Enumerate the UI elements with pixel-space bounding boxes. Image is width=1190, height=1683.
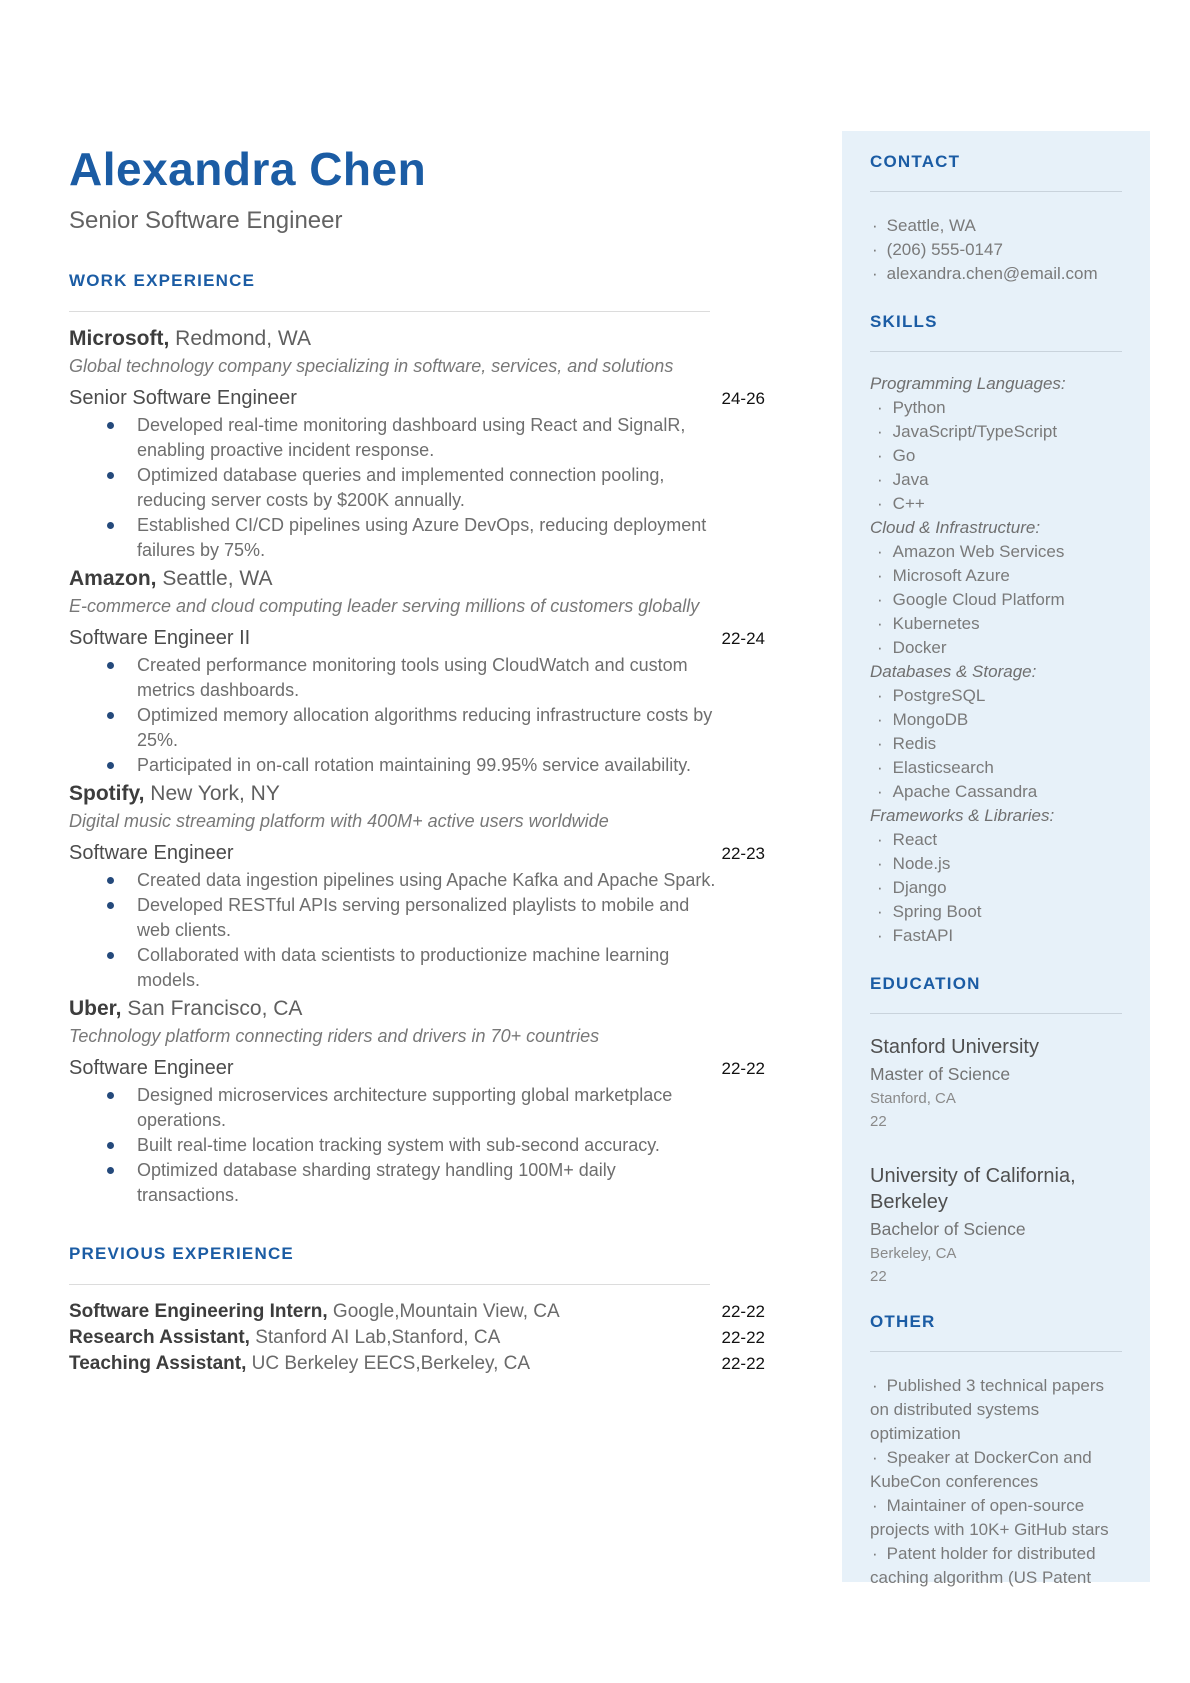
previous-role-title: Research Assistant, xyxy=(69,1327,250,1348)
education-heading: EDUCATION xyxy=(870,974,981,993)
skill-item: · Spring Boot xyxy=(870,900,1122,924)
job-location: San Francisco, CA xyxy=(121,997,303,1020)
other-section xyxy=(870,1312,1122,1590)
job-bullets xyxy=(69,1083,717,1208)
skills-divider xyxy=(870,351,1122,352)
job-company-line xyxy=(69,566,765,591)
job-title-row xyxy=(69,626,765,651)
previous-role-text xyxy=(69,1325,500,1351)
job-bullet: Optimized database queries and implemented connection pooling, reducing server costs by $200K annually. xyxy=(69,463,717,513)
school-location: Stanford, CA xyxy=(870,1090,956,1107)
skill-item: · Redis xyxy=(870,732,1122,756)
skill-item: · Python xyxy=(870,396,1122,420)
job-dates: 24-26 xyxy=(721,389,765,408)
job-bullet: Developed real-time monitoring dashboard using React and SignalR, enabling proactive incident response. xyxy=(69,413,717,463)
skill-group-label: Cloud & Infrastructure: xyxy=(870,518,1041,537)
previous-experience-list xyxy=(69,1299,765,1377)
skill-item: · C++ xyxy=(870,492,1122,516)
job-bullets xyxy=(69,413,717,563)
previous-experience-divider xyxy=(69,1284,710,1285)
previous-role-text xyxy=(69,1351,530,1377)
job-bullet: Established CI/CD pipelines using Azure DevOps, reducing deployment failures by 75%. xyxy=(69,513,717,563)
previous-experience-row xyxy=(69,1299,765,1325)
job-entry xyxy=(69,566,765,778)
skill-item: · Elasticsearch xyxy=(870,756,1122,780)
job-company: Microsoft, xyxy=(69,327,170,350)
job-entry xyxy=(69,781,765,993)
job-bullet: Optimized memory allocation algorithms reducing infrastructure costs by 25%. xyxy=(69,703,717,753)
skill-group-label: Databases & Storage: xyxy=(870,662,1037,681)
sidebar xyxy=(842,131,1150,1587)
previous-role-title: Software Engineering Intern, xyxy=(69,1301,328,1322)
job-company-line xyxy=(69,326,765,351)
job-title: Software Engineer xyxy=(69,842,234,864)
skill-list xyxy=(870,396,1122,516)
job-title-row xyxy=(69,386,765,411)
education-entry xyxy=(870,1163,1122,1286)
job-bullet: Optimized database sharding strategy handling 100M+ daily transactions. xyxy=(69,1158,717,1208)
job-company-line xyxy=(69,781,765,806)
job-bullet: Designed microservices architecture supporting global marketplace operations. xyxy=(69,1083,717,1133)
previous-role-dates: 22-22 xyxy=(721,1328,765,1347)
skills-section xyxy=(870,312,1122,948)
previous-role-detail: Google,Mountain View, CA xyxy=(327,1301,560,1322)
contact-list xyxy=(870,214,1122,286)
other-item: · Maintainer of open-source projects with 10K+ GitHub stars xyxy=(870,1494,1122,1542)
other-item: · Patent holder for distributed caching algorithm (US Patent xyxy=(870,1542,1122,1590)
job-entry xyxy=(69,326,765,563)
previous-experience-row xyxy=(69,1325,765,1351)
contact-item: · (206) 555-0147 xyxy=(870,238,1122,262)
job-entry xyxy=(69,996,765,1208)
jobs-list xyxy=(69,326,765,1208)
skill-list xyxy=(870,540,1122,660)
contact-heading: CONTACT xyxy=(870,152,961,171)
job-company: Amazon, xyxy=(69,567,157,590)
contact-item: · Seattle, WA xyxy=(870,214,1122,238)
work-experience-heading: WORK EXPERIENCE xyxy=(69,271,256,290)
skill-item: · Kubernetes xyxy=(870,612,1122,636)
job-bullets xyxy=(69,868,717,993)
skill-item: · JavaScript/TypeScript xyxy=(870,420,1122,444)
job-title-row xyxy=(69,1056,765,1081)
job-dates: 22-24 xyxy=(721,629,765,648)
job-title: Senior Software Engineer xyxy=(69,387,297,409)
education-list xyxy=(870,1034,1122,1286)
skill-item: · Java xyxy=(870,468,1122,492)
previous-role-dates: 22-22 xyxy=(721,1302,765,1321)
job-dates: 22-22 xyxy=(721,1059,765,1078)
job-bullet: Created performance monitoring tools using CloudWatch and custom metrics dashboards. xyxy=(69,653,717,703)
previous-role-text xyxy=(69,1299,560,1325)
job-company-description: Technology platform connecting riders and drivers in 70+ countries xyxy=(69,1026,600,1046)
job-bullets xyxy=(69,653,717,778)
job-bullet: Participated in on-call rotation maintaining 99.95% service availability. xyxy=(69,753,717,778)
skill-item: · Go xyxy=(870,444,1122,468)
school-location: Berkeley, CA xyxy=(870,1245,957,1262)
skill-group-label: Frameworks & Libraries: xyxy=(870,806,1055,825)
job-bullet: Developed RESTful APIs serving personalized playlists to mobile and web clients. xyxy=(69,893,717,943)
job-company-line xyxy=(69,996,765,1021)
school-year: 22 xyxy=(870,1113,887,1130)
education-section xyxy=(870,974,1122,1286)
previous-role-dates: 22-22 xyxy=(721,1354,765,1373)
skill-item: · Amazon Web Services xyxy=(870,540,1122,564)
school-name: University of California, Berkeley xyxy=(870,1165,1076,1213)
school-year: 22 xyxy=(870,1268,887,1285)
job-company-description: E-commerce and cloud computing leader serving millions of customers globally xyxy=(69,596,700,616)
job-title-row xyxy=(69,841,765,866)
skill-item: · PostgreSQL xyxy=(870,684,1122,708)
other-list xyxy=(870,1374,1122,1590)
other-item: · Published 3 technical papers on distributed systems optimization xyxy=(870,1374,1122,1446)
previous-experience-heading: PREVIOUS EXPERIENCE xyxy=(69,1244,294,1263)
education-divider xyxy=(870,1013,1122,1014)
skills-groups xyxy=(870,372,1122,948)
job-dates: 22-23 xyxy=(721,844,765,863)
job-title: Software Engineer II xyxy=(69,627,251,649)
other-item: · Speaker at DockerCon and KubeCon conferences xyxy=(870,1446,1122,1494)
skill-list xyxy=(870,684,1122,804)
main-column xyxy=(69,0,765,1377)
contact-divider xyxy=(870,191,1122,192)
job-company: Spotify, xyxy=(69,782,145,805)
skill-item: · Google Cloud Platform xyxy=(870,588,1122,612)
skill-item: · FastAPI xyxy=(870,924,1122,948)
candidate-name: Alexandra Chen xyxy=(69,143,427,195)
job-location: Seattle, WA xyxy=(156,567,273,590)
previous-role-title: Teaching Assistant, xyxy=(69,1353,247,1374)
skill-item: · React xyxy=(870,828,1122,852)
school-name: Stanford University xyxy=(870,1036,1039,1058)
job-title: Software Engineer xyxy=(69,1057,234,1079)
skills-heading: SKILLS xyxy=(870,312,938,331)
education-entry xyxy=(870,1034,1122,1131)
skill-item: · Microsoft Azure xyxy=(870,564,1122,588)
job-location: New York, NY xyxy=(144,782,280,805)
previous-role-detail: Stanford AI Lab,Stanford, CA xyxy=(249,1327,501,1348)
job-location: Redmond, WA xyxy=(169,327,311,350)
job-company-description: Digital music streaming platform with 400M+ active users worldwide xyxy=(69,811,609,831)
skill-group-label: Programming Languages: xyxy=(870,374,1066,393)
school-degree: Master of Science xyxy=(870,1064,1011,1084)
candidate-title: Senior Software Engineer xyxy=(69,207,343,234)
skill-item: · MongoDB xyxy=(870,708,1122,732)
previous-experience-row xyxy=(69,1351,765,1377)
job-company: Uber, xyxy=(69,997,122,1020)
school-degree: Bachelor of Science xyxy=(870,1219,1026,1239)
contact-item: · alexandra.chen@email.com xyxy=(870,262,1122,286)
job-bullet: Collaborated with data scientists to productionize machine learning models. xyxy=(69,943,717,993)
skill-item: · Docker xyxy=(870,636,1122,660)
contact-section xyxy=(870,152,1122,286)
skill-item: · Apache Cassandra xyxy=(870,780,1122,804)
job-bullet: Built real-time location tracking system with sub-second accuracy. xyxy=(69,1133,717,1158)
work-experience-divider xyxy=(69,311,710,312)
other-heading: OTHER xyxy=(870,1312,936,1331)
skill-list xyxy=(870,828,1122,948)
other-divider xyxy=(870,1351,1122,1352)
skill-item: · Node.js xyxy=(870,852,1122,876)
job-company-description: Global technology company specializing in software, services, and solutions xyxy=(69,356,674,376)
job-bullet: Created data ingestion pipelines using Apache Kafka and Apache Spark. xyxy=(69,868,717,893)
previous-role-detail: UC Berkeley EECS,Berkeley, CA xyxy=(246,1353,531,1374)
skill-item: · Django xyxy=(870,876,1122,900)
